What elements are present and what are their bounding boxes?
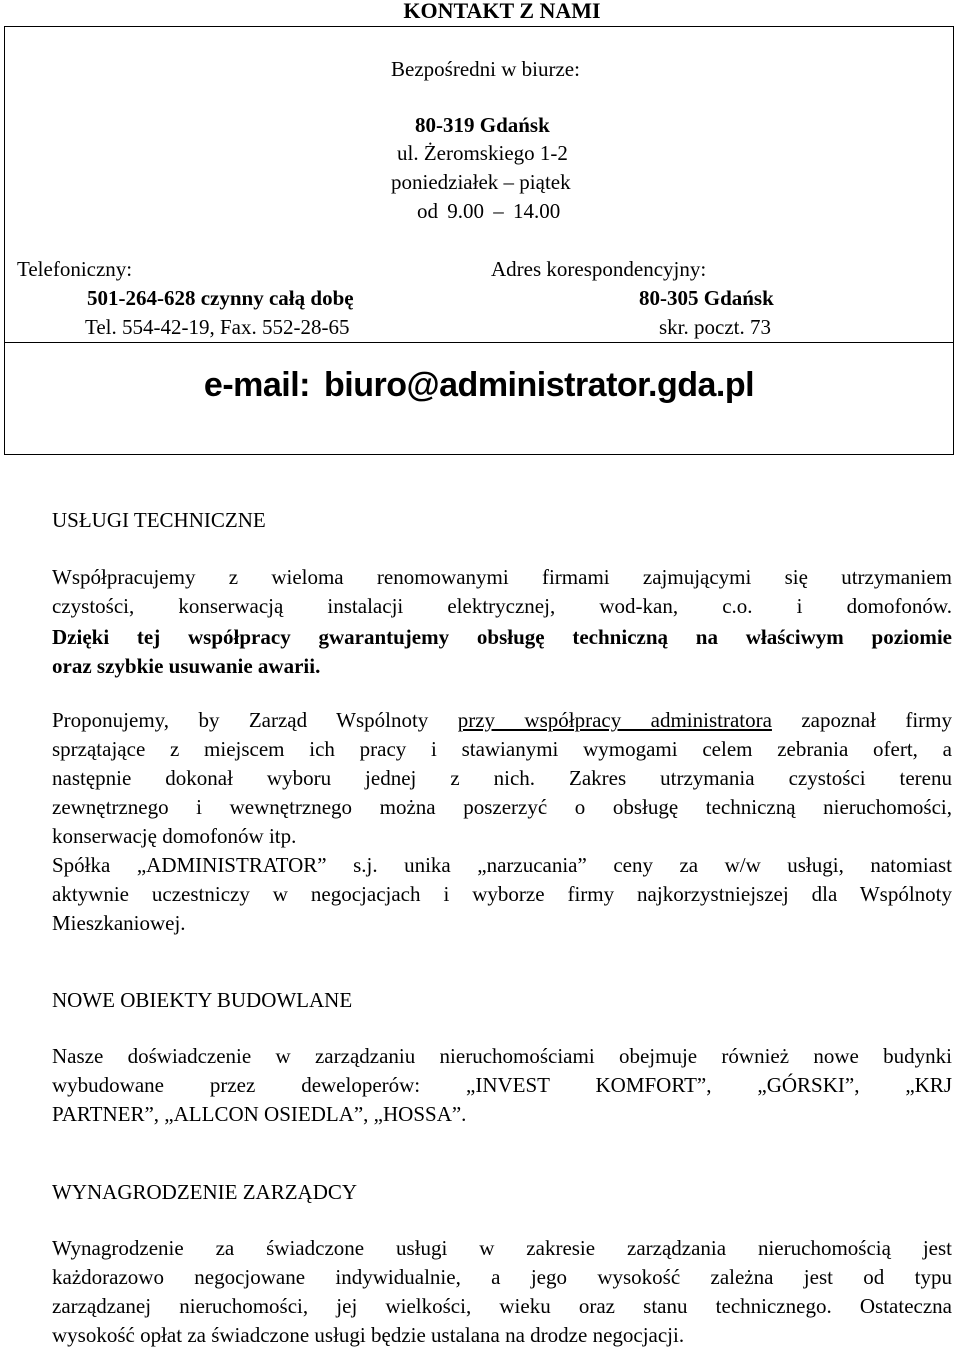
text-line: Współpracujemy z wieloma renomowanymi firmami zajmującymi się utrzymaniem <box>52 565 952 589</box>
services-paragraph-1 <box>52 563 952 621</box>
text-line: PARTNER”, „ALLCON OSIEDLA”, „HOSSA”. <box>52 1102 467 1126</box>
email-link[interactable]: biuro@administrator.gda.pl <box>324 366 755 404</box>
correspondence-city: 80-305 Gdańsk <box>639 286 774 310</box>
text-line: zewnętrznego i wewnętrznego można poszerzyć o obsługę techniczną nieruchomości, <box>52 795 952 819</box>
services-paragraph-3 <box>52 706 952 851</box>
office-days: poniedziałek – piątek <box>391 170 571 194</box>
email-prefix: e-mail: <box>203 366 310 404</box>
text-line: aktywnie uczestniczy w negocjacjach i wyborze firmy najkorzystniejszej dla Wspólnoty <box>52 882 952 906</box>
email-line <box>5 365 953 405</box>
text-line: zarządzanej nieruchomości, jej wielkości, wieku oraz stanu technicznego. Ostateczna <box>52 1294 952 1318</box>
text-line: wybudowane przez deweloperów: „INVEST KOMFORT”, „GÓRSKI”, „KRJ <box>52 1073 952 1097</box>
text-line <box>52 706 952 735</box>
services-heading: USŁUGI TECHNICZNE <box>52 508 266 532</box>
text-line: Dzięki tej współpracy gwarantujemy obsługę techniczną na właściwym poziomie <box>52 625 952 649</box>
text-line: konserwację domofonów itp. <box>52 824 297 848</box>
contact-box <box>4 26 954 455</box>
text-line: wysokość opłat za świadczone usługi będzie ustalana na drodze negocjacji. <box>52 1323 685 1347</box>
text-line: Wynagrodzenie za świadczone usługi w zakresie zarządzania nieruchomością jest <box>52 1236 952 1260</box>
page-title: KONTAKT Z NAMI <box>403 0 601 23</box>
text-line: czystości, konserwacją instalacji elektrycznej, wod-kan, c.o. i domofonów. <box>52 594 952 618</box>
services-paragraph-4 <box>52 851 952 938</box>
underlined-text: przy współpracy administratora <box>457 708 772 732</box>
office-city: 80-319 Gdańsk <box>415 113 550 137</box>
phone-number[interactable]: 501-264-628 czynny całą dobę <box>87 286 354 310</box>
text-line: następnie dokonał wyboru jednej z nich. Zakres utrzymania czystości terenu <box>52 766 952 790</box>
text-line: Nasze doświadczenie w zarządzaniu nieruchomościami obejmuje również nowe budynki <box>52 1044 952 1068</box>
fee-paragraph <box>52 1234 952 1350</box>
divider <box>5 342 953 343</box>
correspondence-po-box: skr. poczt. 73 <box>659 315 771 339</box>
phone-fax: Tel. 554-42-19, Fax. 552-28-65 <box>85 315 350 339</box>
new-buildings-paragraph <box>52 1042 952 1129</box>
office-label: Bezpośredni w biurze: <box>391 57 580 81</box>
text-segment: zapoznał firmy <box>801 708 953 732</box>
text-segment: Proponujemy, by Zarząd Wspólnoty <box>52 708 429 732</box>
text-line: Spółka „ADMINISTRATOR” s.j. unika „narzucania” ceny za w/w usługi, natomiast <box>52 853 952 877</box>
office-hours: od 9.00 – 14.00 <box>417 199 561 223</box>
fee-heading: WYNAGRODZENIE ZARZĄDCY <box>52 1180 358 1204</box>
services-paragraph-2 <box>52 623 952 681</box>
text-line: oraz szybkie usuwanie awarii. <box>52 654 321 678</box>
text-line: Mieszkaniowej. <box>52 911 186 935</box>
phone-label: Telefoniczny: <box>17 257 133 281</box>
correspondence-label: Adres korespondencyjny: <box>491 257 707 281</box>
text-line: każdorazowo negocjowane indywidualnie, a jego wysokość zależna jest od typu <box>52 1265 952 1289</box>
text-line: sprzątające z miejscem ich pracy i stawianymi wymogami celem zebrania ofert, a <box>52 737 952 761</box>
office-street: ul. Żeromskiego 1-2 <box>397 141 568 165</box>
new-buildings-heading: NOWE OBIEKTY BUDOWLANE <box>52 988 353 1012</box>
